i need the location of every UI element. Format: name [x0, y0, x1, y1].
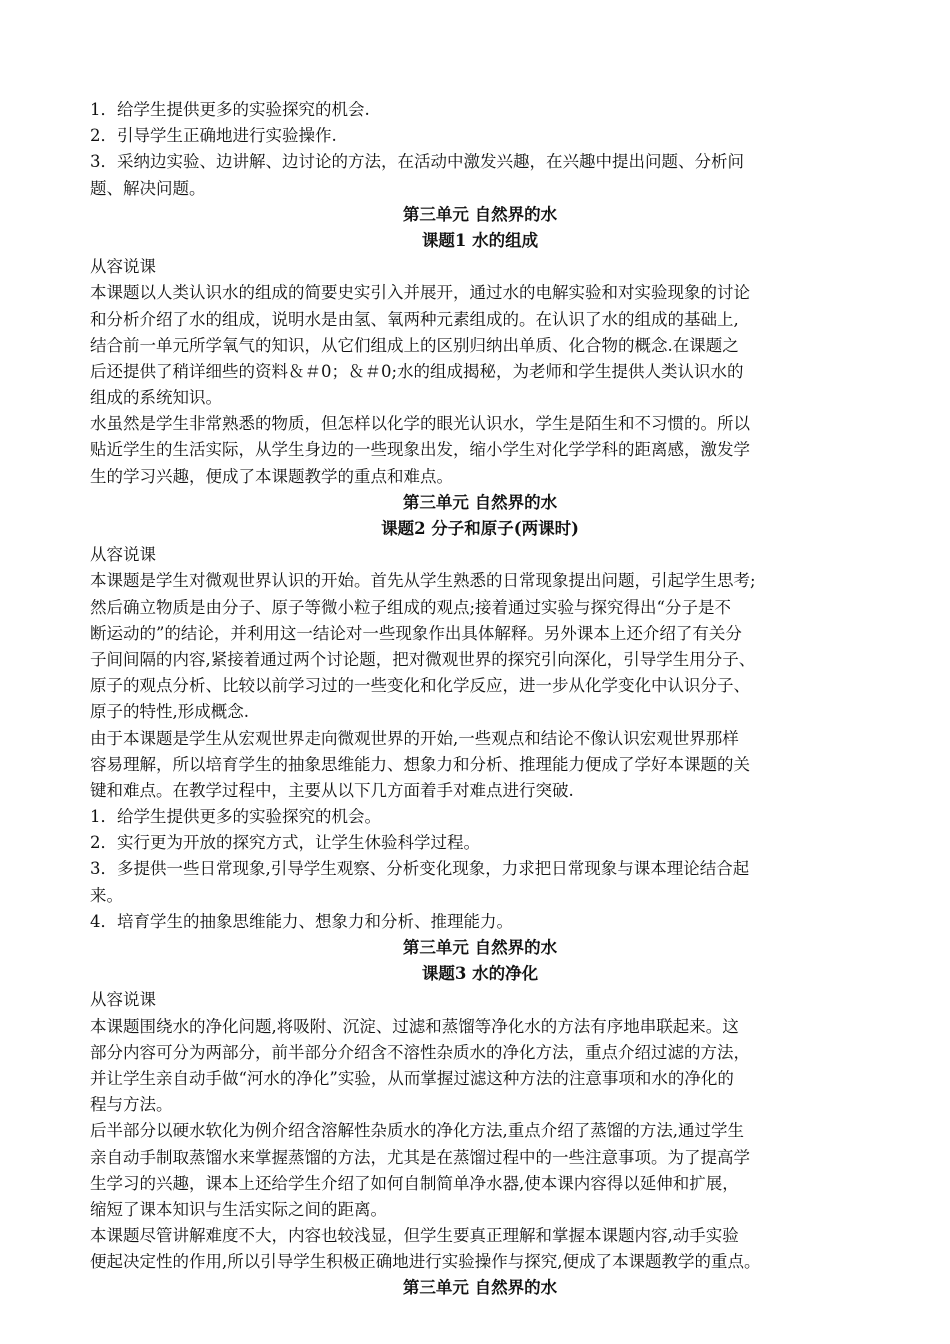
text-line: 贴近学生的生活实际，从学生身边的一些现象出发，缩小学生对化学学科的距离感，激发学: [90, 440, 750, 460]
method-list: [90, 804, 870, 935]
intro-list: [90, 97, 870, 202]
paragraph: [90, 726, 870, 805]
text-line: 组成的系统知识。: [90, 388, 222, 408]
text-line: 并让学生亲自动手做“河水的净化”实验，从而掌握过滤这种方法的注意事项和水的净化的: [90, 1068, 734, 1088]
text-line: 由于本课题是学生从宏观世界走向微观世界的开始,一些观点和结论不像认识宏观世界那样: [90, 728, 739, 748]
section-water-purification: [90, 935, 870, 1275]
text-line: 本课题尽管讲解难度不大，内容也较浅显，但学生要真正理解和掌握本课题内容,动手实验: [90, 1226, 739, 1246]
text-line: 键和难点。在教学过程中，主要从以下几方面着手对难点进行突破.: [90, 780, 574, 800]
unit-heading: 第三单元 自然界的水: [402, 204, 558, 224]
list-item: 1．给学生提供更多的实验探究的机会.: [90, 100, 370, 119]
section-next: [90, 1275, 870, 1301]
text-line: 生学习的兴趣，课本上还给学生介绍了如何自制简单净水器,使本课内容得以延伸和扩展，: [90, 1173, 739, 1193]
text-line: 本课题以人类认识水的组成的简要史实引入并展开，通过水的电解实验和对实验现象的讨论: [90, 283, 750, 303]
unit-heading: 第三单元 自然界的水: [402, 1278, 558, 1298]
text-line: 生的学习兴趣，便成了本课题教学的重点和难点。: [90, 466, 453, 486]
text-line: 容易理解，所以培育学生的抽象思维能力、想象力和分析、推理能力便成了学好本课题的关: [90, 754, 750, 774]
document-page: [90, 97, 870, 1302]
list-item: 2．引导学生正确地进行实验操作.: [90, 126, 337, 146]
text-line: 然后确立物质是由分子、原子等微小粒子组成的观点;接着通过实验与探究得出“分子是不: [90, 597, 731, 617]
text-line: 后半部分以硬水软化为例介绍含溶解性杂质水的净化方法,重点介绍了蒸馏的方法,通过学生: [90, 1121, 744, 1141]
list-item: 1．给学生提供更多的实验探究的机会。: [90, 807, 381, 827]
text-line: 结合前一单元所学氧气的知识，从它们组成上的区别归纳出单质、化合物的概念.在课题之: [90, 335, 739, 355]
text-line: 后还提供了稍详细些的资料＆＃0；＆＃0;水的组成揭秘，为老师和学生提供人类认识水的: [90, 361, 744, 381]
text-line: 子间间隔的内容,紧接着通过两个讨论题，把对微观世界的探究引向深化，引导学生用分子、: [90, 649, 756, 669]
text-line: 程与方法。: [90, 1095, 173, 1115]
text-line: 本课题围绕水的净化问题,将吸附、沉淀、过滤和蒸馏等净化水的方法有序地串联起来。这: [90, 1016, 739, 1036]
unit-heading: 第三单元 自然界的水: [402, 492, 558, 512]
text-line: 断运动的”的结论，并利用这一结论对一些现象作出具体解释。另外课本上还介绍了有关分: [90, 623, 742, 643]
text-line: 原子的观点分析、比较以前学习过的一些变化和化学反应，进一步从化学变化中认识分子、: [90, 676, 750, 696]
paragraph: [90, 1014, 870, 1119]
list-item: 4．培育学生的抽象思维能力、想象力和分析、推理能力。: [90, 911, 513, 931]
list-item: 来。: [90, 885, 123, 905]
list-item: 3．采纳边实验、边讲解、边讨论的方法，在活动中激发兴趣，在兴趣中提出问题、分析问: [90, 152, 744, 172]
list-item: 2．实行更为开放的探究方式，让学生休验科学过程。: [90, 833, 480, 853]
paragraph: [90, 411, 870, 490]
section-label: 从容说课: [90, 990, 156, 1010]
lesson-heading: 课题2 分子和原子(两课时): [381, 519, 579, 538]
text-line: 亲自动手制取蒸馏水来掌握蒸馏的方法，尤其是在蒸馏过程中的一些注意事项。为了提高学: [90, 1147, 750, 1167]
text-line: 便起决定性的作用,所以引导学生积极正确地进行实验操作与探究,便成了本课题教学的重点。: [90, 1252, 761, 1272]
text-line: 原子的特性,形成概念.: [90, 702, 249, 722]
section-water-composition: [90, 202, 870, 490]
list-item: 题、解决问题。: [90, 178, 206, 198]
section-label: 从容说课: [90, 545, 156, 565]
text-line: 和分析介绍了水的组成，说明水是由氢、氧两种元素组成的。在认识了水的组成的基础上,: [90, 309, 739, 329]
text-line: 缩短了课本知识与生活实际之间的距离。: [90, 1199, 387, 1219]
paragraph: [90, 568, 870, 725]
text-line: 部分内容可分为两部分，前半部分介绍含不溶性杂质水的净化方法，重点介绍过滤的方法，: [90, 1042, 750, 1062]
text-line: 水虽然是学生非常熟悉的物质，但怎样以化学的眼光认识水，学生是陌生和不习惯的。所以: [90, 414, 750, 434]
unit-heading: 第三单元 自然界的水: [402, 938, 558, 957]
paragraph: [90, 1118, 870, 1223]
lesson-heading: 课题3 水的净化: [421, 964, 539, 984]
paragraph: [90, 280, 870, 411]
list-item: 3．多提供一些日常现象,引导学生观察、分析变化现象，力求把日常现象与课本理论结合起: [90, 859, 750, 879]
text-line: 本课题是学生对微观世界认识的开始。首先从学生熟悉的日常现象提出问题，引起学生思考;: [90, 571, 756, 591]
lesson-heading: 课题1 水的组成: [421, 230, 539, 250]
paragraph: [90, 1223, 870, 1275]
section-molecules-atoms: [90, 490, 870, 935]
section-label: 从容说课: [90, 257, 156, 277]
